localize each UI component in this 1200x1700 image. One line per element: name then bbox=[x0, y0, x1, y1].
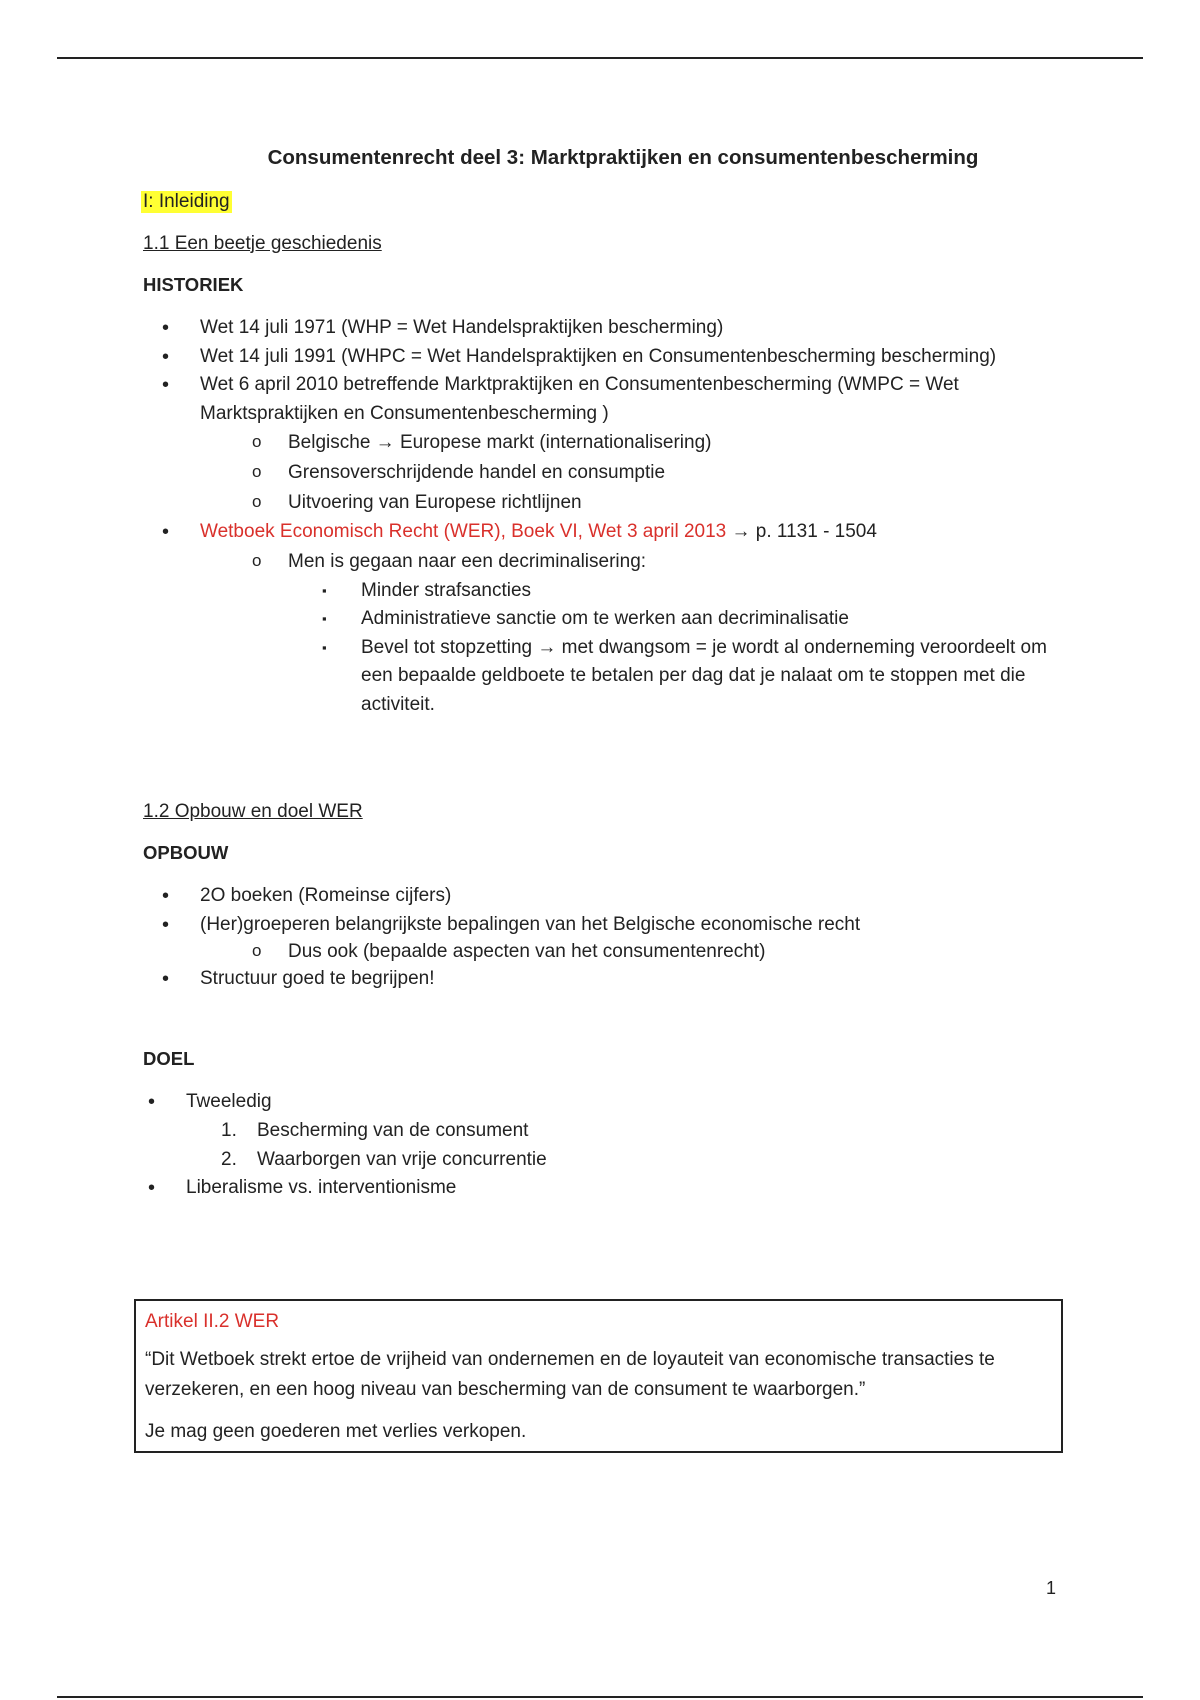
numbered-item bbox=[143, 1116, 1073, 1145]
document-title: Consumentenrecht deel 3: Marktpraktijken en consumentenbescherming bbox=[267, 146, 979, 169]
list-item: • Structuur goed te begrijpen! bbox=[143, 965, 1073, 994]
article-title: Artikel II.2 WER bbox=[145, 1311, 280, 1332]
list-item-text: Tweeledig bbox=[186, 1090, 272, 1112]
historiek-heading: HISTORIEK bbox=[143, 274, 244, 295]
sub-list bbox=[200, 939, 1073, 965]
opbouw-list bbox=[143, 882, 1073, 994]
sub-list-item-text: Men is gegaan naar een decriminalisering: bbox=[288, 550, 647, 572]
sub-sub-list-item: ▪ Administratieve sanctie om te werken aan decriminalisatie bbox=[143, 605, 1073, 634]
wer-reference: Wetboek Economisch Recht (WER), Boek VI, Wet 3 april 2013 bbox=[200, 521, 727, 542]
list-item-text: (Her)groeperen belangrijkste bepalingen van het Belgische economische recht bbox=[200, 913, 861, 935]
list-item: • Wet 14 juli 1971 (WHP = Wet Handelspraktijken bescherming) bbox=[143, 314, 1073, 343]
list-item bbox=[143, 371, 1073, 518]
article-note: Je mag geen goederen met verlies verkopen. bbox=[145, 1421, 527, 1442]
highlighted-section-label: I: Inleiding bbox=[143, 191, 230, 212]
sub-list-item: o Belgische → Europese markt (internationalisering) bbox=[143, 428, 1073, 458]
list-item-wer bbox=[143, 518, 1073, 719]
item-number: 1. bbox=[221, 1120, 237, 1141]
list-item: • 2O boeken (Romeinse cijfers) bbox=[143, 882, 1073, 911]
item-number: 2. bbox=[221, 1149, 237, 1170]
numbered-item bbox=[143, 1145, 1073, 1174]
sub-sub-list-item: ▪ Minder strafsancties bbox=[143, 577, 1073, 606]
item-text: Bescherming van de consument bbox=[257, 1120, 529, 1141]
page-number: 1 bbox=[1046, 1578, 1057, 1598]
sub-list-item bbox=[143, 547, 1073, 720]
historiek-list bbox=[143, 314, 1073, 719]
sub-list-item: o Uitvoering van Europese richtlijnen bbox=[143, 488, 1073, 518]
article-box bbox=[134, 1299, 1063, 1453]
document-body bbox=[143, 140, 1073, 1203]
doel-list bbox=[143, 1088, 1073, 1203]
sub-list bbox=[200, 428, 1073, 518]
wer-pages: → p. 1131 - 1504 bbox=[726, 521, 877, 542]
list-item: • Wet 14 juli 1991 (WHPC = Wet Handelspraktijken en Consumentenbescherming bescherming) bbox=[143, 343, 1073, 372]
numbered-list bbox=[186, 1116, 1073, 1174]
list-item bbox=[143, 911, 1073, 966]
opbouw-heading: OPBOUW bbox=[143, 842, 229, 863]
sub-list bbox=[200, 547, 1073, 720]
item-text: Waarborgen van vrije concurrentie bbox=[257, 1149, 547, 1170]
sub-sub-list bbox=[288, 577, 1073, 720]
list-item bbox=[143, 1088, 1073, 1175]
section-heading bbox=[143, 191, 1073, 213]
sub-list-item: o Dus ook (bepaalde aspecten van het consumentenrecht) bbox=[143, 939, 1073, 965]
subsection-heading-1-1: 1.1 Een beetje geschiedenis bbox=[143, 233, 382, 254]
sub-sub-list-item: ▪ Bevel tot stopzetting → met dwangsom = je wordt al onderneming veroordeelt om een bepaalde geldboete te betalen per dag dat je nalaat om te stoppen met die activiteit. bbox=[143, 634, 1073, 720]
header-rule bbox=[57, 57, 1143, 59]
subsection-heading-1-2: 1.2 Opbouw en doel WER bbox=[143, 801, 363, 822]
doel-heading: DOEL bbox=[143, 1047, 195, 1069]
article-quote: “Dit Wetboek strekt ertoe de vrijheid van ondernemen en de loyauteit van economische transacties te verzekeren, en een hoog niveau van bescherming van de consument te waarborgen.” bbox=[145, 1349, 995, 1400]
sub-list-item: o Grensoverschrijdende handel en consumptie bbox=[143, 458, 1073, 488]
list-item: • Liberalisme vs. interventionisme bbox=[143, 1174, 1073, 1203]
footer-rule bbox=[57, 1696, 1143, 1698]
list-item-text: Wet 6 april 2010 betreffende Marktpraktijken en Consumentenbescherming (WMPC = Wet Marktspraktijken en Consumentenbescherming ) bbox=[200, 374, 959, 424]
